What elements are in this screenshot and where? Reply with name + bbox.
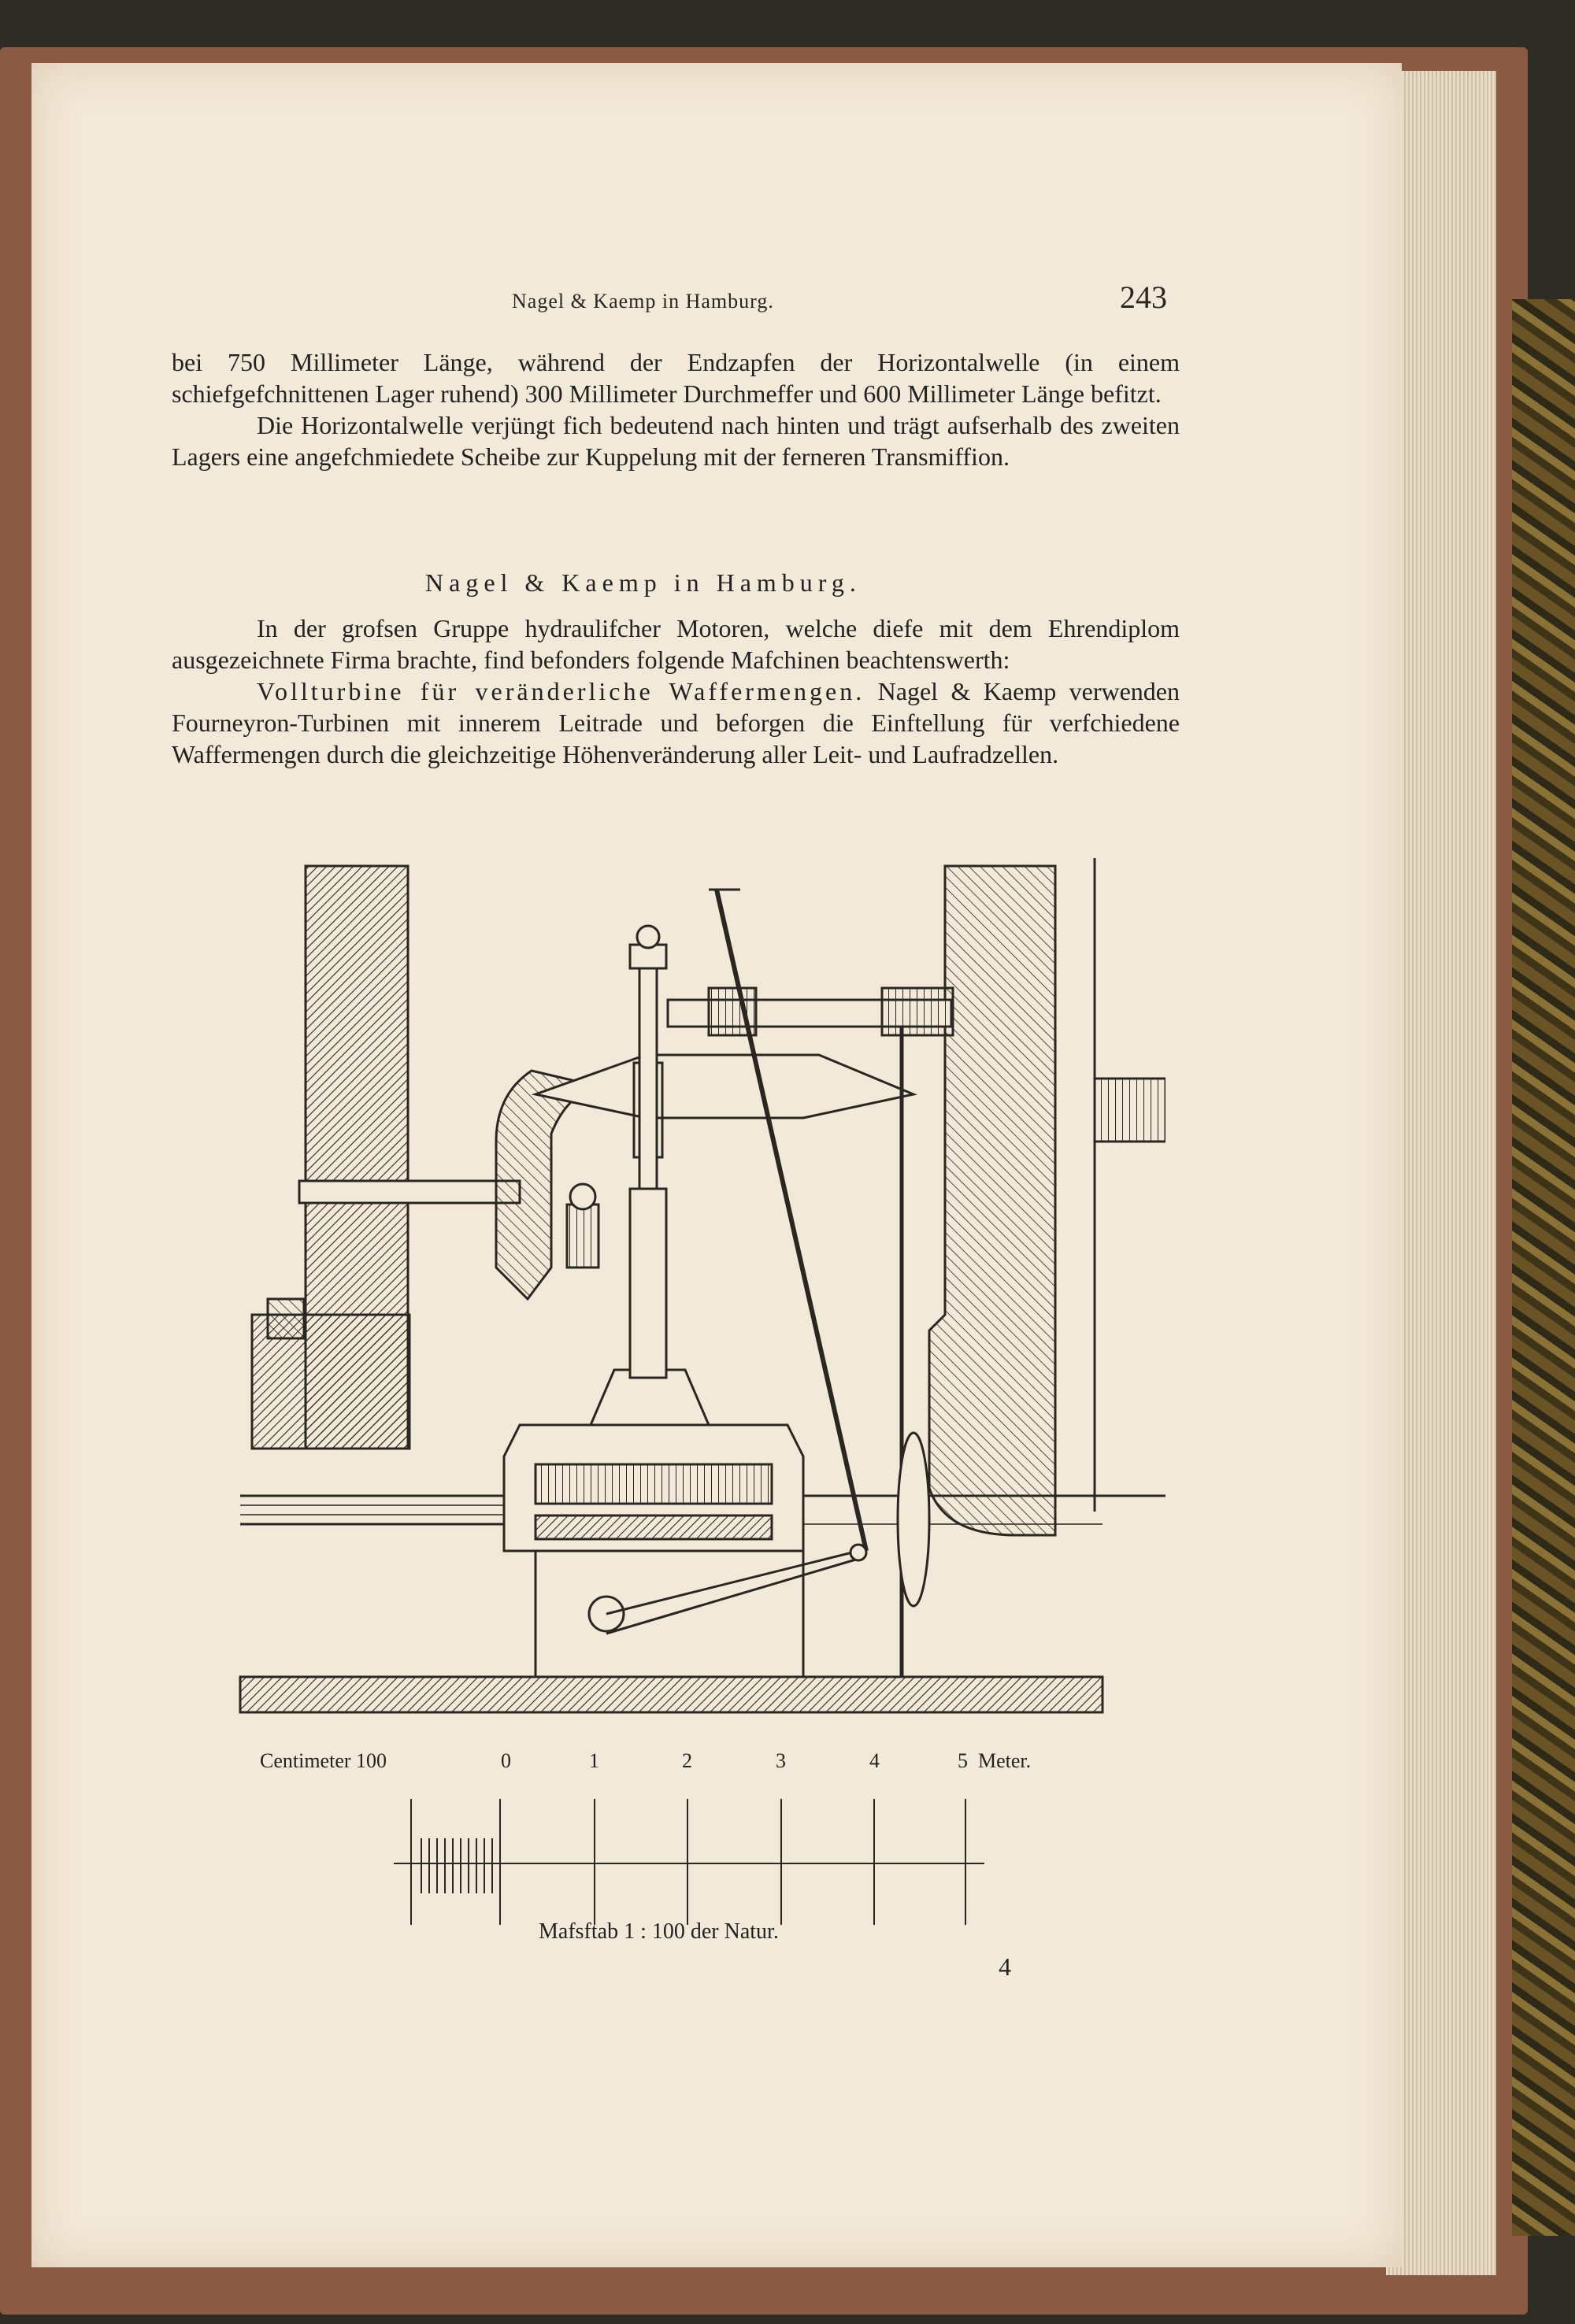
paragraph-4 [172,675,1180,770]
horizontal-shaft [299,1181,520,1203]
running-head: Nagel & Kaemp in Hamburg. [512,290,774,313]
page-edges [1386,71,1496,2275]
paragraph-2: Die Horizontalwelle verjüngt fich bedeutend nach hinten und trägt aufserhalb des zweiten Lagers eine angefchmiedete Scheibe zur Kuppelung mit der ferneren Transmiffion. [172,411,1180,471]
paragraph-3: In der grofsen Gruppe hydraulifcher Motoren, welche diefe mit dem Ehrendiplom ausgezeichnete Firma brachte, find befonders folgende Mafchinen beachtenswerth: [172,614,1180,674]
scale-tick-0: 0 [501,1749,511,1772]
scale-left-label: Centimeter 100 [260,1749,387,1772]
scale-caption: Mafsftab 1 : 100 der Natur. [539,1919,779,1944]
paragraph-4-lead: Vollturbine für veränderliche Waffermengen. [257,677,865,705]
scale-tick-1: 1 [589,1749,599,1772]
scale-tick-5: 5 [958,1749,968,1772]
text-block-bottom [172,612,1180,770]
scale-unit: Meter. [978,1749,1032,1772]
right-ledge [1095,1079,1166,1142]
paragraph-1: bei 750 Millimeter Länge, während der Endzapfen der Horizontalwelle (in einem schiefgefchnittenen Lager ruhend) 300 Millimeter Durchmeffer und 600 Millimeter Länge befitzt. [172,348,1180,408]
text-block-top [172,346,1180,472]
runner-cells [536,1464,772,1504]
signature-mark: 4 [999,1952,1011,1981]
section-heading: Nagel & Kaemp in Hamburg. [425,568,862,597]
right-wall [929,866,1055,1535]
scale-tick-2: 2 [682,1749,692,1772]
marbled-spine [1512,299,1575,2236]
paragraph-4-rest: Nagel & Kaemp verwenden Fourneyron-Turbinen mit innerem Leitrade und beforgen die Einftellung für verfchiedene Waffermengen durch die gleichzeitige Höhenveränderung aller Leit- und Laufradzellen. [172,677,1180,768]
turbine-engraving [236,858,1166,1724]
page-number: 243 [1120,279,1167,315]
scale-tick-4: 4 [869,1749,880,1772]
scale-tick-3: 3 [776,1749,786,1772]
handwheel [898,1433,929,1606]
floor [240,1677,1102,1712]
scale-bar [378,1783,992,1925]
